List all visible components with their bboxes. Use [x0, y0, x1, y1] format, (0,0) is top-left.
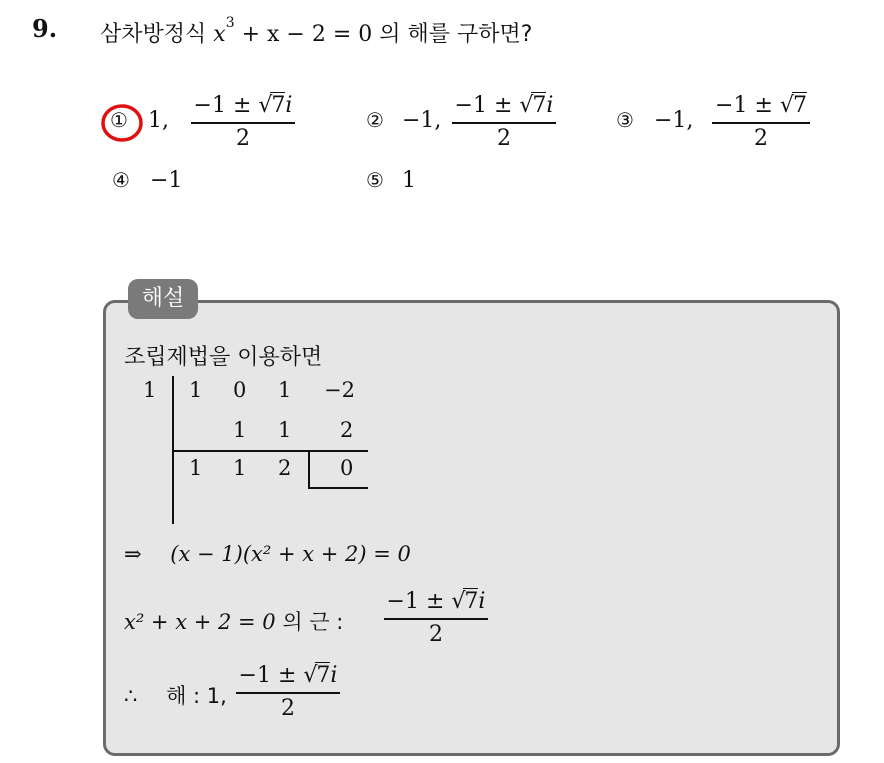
choice-2-den: 2: [497, 125, 511, 151]
answer-fraction: −1 ± √7i 2: [236, 662, 340, 722]
choice-3-den: 2: [754, 125, 768, 151]
solution-intro: 조립제법을 이용하면: [124, 345, 323, 370]
choice-2-fraction: −1 ± √7i 2: [452, 92, 556, 152]
choice-2-lead: −1,: [402, 108, 442, 133]
choice-1-num: −1 ±: [193, 93, 259, 118]
answer-i: i: [330, 663, 338, 688]
synthetic-row2-c3: 1: [278, 418, 292, 442]
choice-1-den: 2: [236, 125, 250, 151]
choice-3-sqrt: 7: [792, 93, 807, 118]
prompt-suffix: 의 해를 구하면?: [379, 22, 533, 47]
choice-2-mark: ②: [366, 108, 384, 132]
roots-sqrt: 7: [464, 589, 479, 614]
answer-den: 2: [281, 695, 295, 721]
choice-4-lead: −1: [150, 168, 183, 193]
choice-5-lead: 1: [402, 168, 416, 193]
factored-expression: (x − 1)(x² + x + 2) = 0: [170, 542, 411, 566]
roots-den: 2: [429, 621, 443, 647]
synthetic-row3-c1: 1: [189, 456, 203, 480]
question-number: 9.: [32, 14, 58, 43]
choice-2-i: i: [546, 93, 554, 118]
question-prompt: [100, 17, 532, 48]
choice-3-fraction: −1 ± √7 2: [712, 92, 810, 152]
synthetic-row2-c2: 1: [233, 418, 247, 442]
factored-line: [124, 542, 411, 566]
synthetic-row1-c3: 1: [278, 378, 292, 402]
answer-num: −1 ±: [238, 663, 304, 688]
synthetic-row1-c2: 0: [233, 378, 247, 402]
synthetic-remainder: 0: [340, 456, 354, 480]
answer-sqrt: 7: [316, 663, 331, 688]
choice-2-num: −1 ±: [454, 93, 520, 118]
choice-3-mark: ③: [616, 108, 634, 132]
prompt-prefix: 삼차방정식: [100, 22, 207, 47]
synthetic-row1-c4: −2: [324, 378, 355, 402]
synthetic-divisor: 1: [143, 378, 157, 402]
synthetic-row3-c3: 2: [278, 456, 292, 480]
choice-1-sqrt: 7: [271, 93, 286, 118]
answer-line: [124, 680, 227, 710]
choice-1-lead: 1,: [148, 108, 169, 133]
equation-rest: + x − 2 = 0: [234, 22, 373, 47]
choice-1-fraction: −1 ± √7i 2: [191, 92, 295, 152]
choice-2-sqrt: 7: [532, 93, 547, 118]
choice-3-num: −1 ±: [715, 93, 780, 118]
implies-symbol: ⇒: [124, 542, 142, 566]
choice-4-mark: ④: [112, 168, 130, 192]
synthetic-row3-c2: 1: [233, 456, 247, 480]
roots-i: i: [478, 589, 486, 614]
equation-exp: 3: [225, 15, 235, 31]
choice-1-mark: ①: [110, 108, 128, 132]
roots-num: −1 ±: [386, 589, 452, 614]
choice-1-i: i: [285, 93, 293, 118]
equation-var: x: [213, 22, 226, 47]
roots-label: 의 근 :: [282, 610, 344, 634]
solution-tag: 해설: [128, 279, 198, 319]
roots-line: [124, 606, 343, 636]
choice-5-mark: ⑤: [366, 168, 384, 192]
choice-3-lead: −1,: [654, 108, 694, 133]
therefore-symbol: ∴: [124, 684, 138, 708]
roots-expression: x² + x + 2 = 0: [124, 610, 276, 634]
synthetic-row2-c4: 2: [340, 418, 354, 442]
synthetic-row1-c1: 1: [189, 378, 203, 402]
roots-fraction: −1 ± √7i 2: [384, 588, 488, 648]
answer-label: 해 : 1,: [166, 684, 227, 708]
